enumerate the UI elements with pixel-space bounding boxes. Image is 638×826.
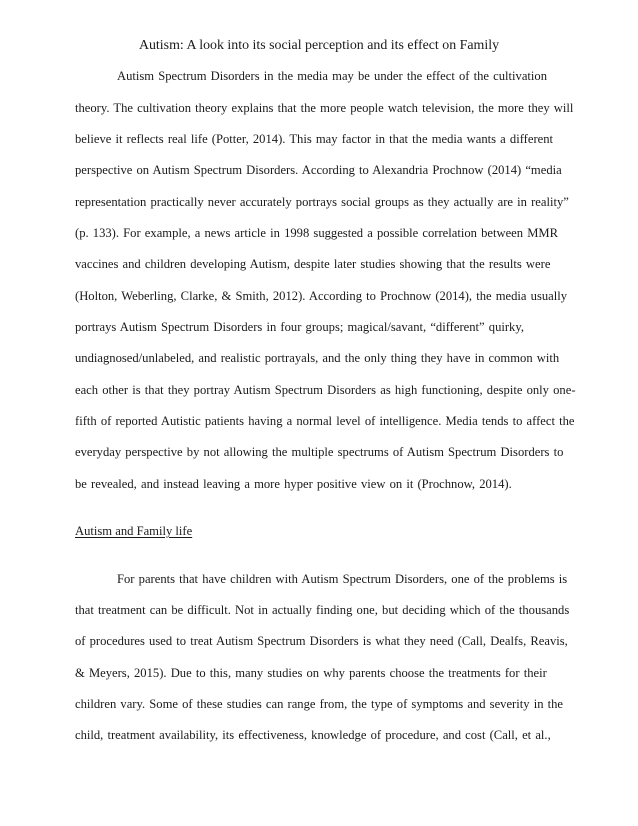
document-title: Autism: A look into its social perception and its effect on Family	[138, 38, 500, 53]
paragraph-line: that treatment can be difficult. Not in actually finding one, but deciding which of the thousands	[75, 603, 570, 617]
paragraph-line: children vary. Some of these studies can range from, the type of symptoms and severity in the	[75, 697, 564, 711]
paragraph-line: Autism Spectrum Disorders in the media may be under the effect of the cultivation	[117, 69, 547, 83]
paragraph-line: (Holton, Weberling, Clarke, & Smith, 2012). According to Prochnow (2014), the media usually	[75, 289, 568, 303]
section-heading: Autism and Family life	[75, 524, 193, 538]
paragraph-line: representation practically never accurately portrays social groups as they actually are in reality”	[75, 195, 569, 209]
paragraph-line: vaccines and children developing Autism, despite later studies showing that the results were	[75, 257, 551, 271]
paragraph-line: be revealed, and instead leaving a more hyper positive view on it (Prochnow, 2014).	[75, 477, 512, 491]
paragraph-line: everyday perspective by not allowing the multiple spectrums of Autism Spectrum Disorders to	[75, 445, 564, 459]
paragraph-line: For parents that have children with Autism Spectrum Disorders, one of the problems is	[117, 572, 568, 586]
paragraph-line: fifth of reported Autistic patients having a normal level of intelligence. Media tends to affect the	[75, 414, 575, 428]
paragraph-line: child, treatment availability, its effectiveness, knowledge of procedure, and cost (Call, et al.,	[75, 728, 551, 742]
paragraph-line: & Meyers, 2015). Due to this, many studies on why parents choose the treatments for their	[75, 666, 547, 680]
paragraph-line: (p. 133). For example, a news article in 1998 suggested a possible correlation between MMR	[75, 226, 559, 240]
paragraph-line: theory. The cultivation theory explains that the more people watch television, the more they will	[75, 101, 574, 115]
paragraph-line: portrays Autism Spectrum Disorders in four groups; magical/savant, “different” quirky,	[75, 320, 524, 334]
paragraph-line: of procedures used to treat Autism Spectrum Disorders is what they need (Call, Dealfs, Reavis,	[75, 634, 568, 648]
paragraph-line: perspective on Autism Spectrum Disorders. According to Alexandria Prochnow (2014) “media	[75, 163, 562, 177]
paragraph-line: undiagnosed/unlabeled, and realistic portrayals, and the only thing they have in common with	[75, 351, 560, 365]
paragraph-line: believe it reflects real life (Potter, 2014). This may factor in that the media wants a different	[75, 132, 554, 146]
paragraph-line: each other is that they portray Autism Spectrum Disorders as high functioning, despite only one-	[75, 383, 576, 397]
